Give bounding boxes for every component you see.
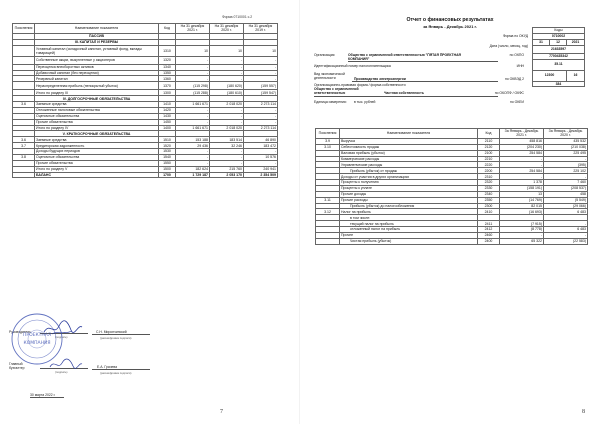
row-value-2021: - xyxy=(176,119,210,125)
row-code: 1430 xyxy=(159,113,176,119)
row-code: 2320 xyxy=(478,180,500,186)
row-name: Доходы будущих периодов xyxy=(35,149,159,155)
head-label: Руководитель xyxy=(9,330,31,334)
row-value-2020: 225 495 xyxy=(544,150,588,156)
row-value-2019: - xyxy=(244,119,278,125)
row-value-2021: 254 584 xyxy=(500,168,544,174)
row-value-2020: (22 583) xyxy=(544,238,588,244)
row-value-2020: (29 066) xyxy=(544,203,588,209)
inn-short-label: ИНН xyxy=(516,64,524,68)
activity-value: Производство электроэнергии xyxy=(354,77,406,81)
row-value-2021: - xyxy=(500,162,544,168)
row-name: Выручка xyxy=(340,138,478,144)
activity-underline xyxy=(352,81,498,82)
accountant-label: Главный бухгалтер xyxy=(9,362,25,370)
row-code: 2210 xyxy=(478,156,500,162)
code-okopf: 12300 xyxy=(533,70,567,81)
row-value-2021: 1 661 671 xyxy=(176,102,210,108)
balance-header-row xyxy=(13,24,278,34)
row-value-2021: - xyxy=(176,149,210,155)
row-code: 1500 xyxy=(159,166,176,172)
code-okpo: 21633597 xyxy=(533,45,585,53)
row-code: 1530 xyxy=(159,149,176,155)
code-date-month: 12 xyxy=(550,39,567,45)
row-note: 3.7 xyxy=(13,143,35,149)
row-name: Налог на прибыль xyxy=(340,209,478,215)
opf-value: Общество с ограниченной ответственностью xyxy=(314,87,359,95)
row-code: 1340 xyxy=(159,64,176,70)
row-value-2021: (115 288) xyxy=(176,90,210,96)
head-name-caption: (расшифровка подписи) xyxy=(100,336,132,340)
row-value-2021: (7 915) xyxy=(500,221,544,227)
row-name: Прочие доходы xyxy=(340,191,478,197)
row-name: текущий налог на прибыль xyxy=(340,221,478,227)
row-value-2020: 435 532 xyxy=(544,138,588,144)
row-value-2021: - xyxy=(176,107,210,113)
row-value-2019: 2 273 114 xyxy=(244,125,278,131)
row-name: БАЛАНС xyxy=(35,172,159,178)
row-value-2021: - xyxy=(500,156,544,162)
row-code: 2300 xyxy=(478,203,500,209)
row-name: Прочие обязательства xyxy=(35,160,159,166)
accountant-name: Е.А. Грачева xyxy=(97,365,117,369)
pnl-table xyxy=(315,128,588,245)
row-code: 1510 xyxy=(159,137,176,143)
row-note: 3.8 xyxy=(13,154,35,160)
row-value-2020: 32 246 xyxy=(210,143,244,149)
table-row xyxy=(13,82,278,90)
row-value-2021: - xyxy=(500,232,544,238)
row-value-2019: (159 547) xyxy=(244,90,278,96)
row-value-2021: - xyxy=(176,64,210,70)
row-value-2019: 240 941 xyxy=(244,166,278,172)
row-value-2020: - xyxy=(210,160,244,166)
code-okei: 384 xyxy=(533,81,585,87)
row-code: 1540 xyxy=(159,154,176,160)
row-value-2020: (208 537) xyxy=(544,185,588,191)
row-code: 2350 xyxy=(478,197,500,203)
okpo-label: по ОКПО xyxy=(509,53,524,57)
row-value-2021: - xyxy=(176,70,210,76)
row-code: 1420 xyxy=(159,107,176,113)
row-code: 1310 xyxy=(159,45,176,56)
okopf-label: по ОКОПФ / ОКФС xyxy=(494,91,524,95)
row-value-2019: 10 576 xyxy=(244,154,278,160)
header-notes: Пояснения xyxy=(13,24,35,34)
row-name: Оценочные обязательства xyxy=(35,154,159,160)
codes-header: Коды xyxy=(533,28,585,34)
row-value-2021: 1 661 671 xyxy=(176,125,210,131)
row-value-2021: 153 188 xyxy=(176,137,210,143)
row-value-2020: (180 610) xyxy=(210,90,244,96)
head-name-line xyxy=(92,334,150,335)
row-value-2019: (159 557) xyxy=(244,82,278,90)
pnl-header-2020: За Январь - Декабрь 2020 г. xyxy=(544,129,588,139)
row-name: Чистая прибыль (убыток) xyxy=(340,238,478,244)
row-value-2020: 215 760 xyxy=(210,166,244,172)
row-code: 1400 xyxy=(159,125,176,131)
row-name: Валовая прибыль (убыток) xyxy=(340,150,478,156)
row-value-2019: 10 xyxy=(244,45,278,56)
row-code: 2100 xyxy=(478,150,500,156)
row-code: 1360 xyxy=(159,76,176,82)
row-code: 1320 xyxy=(159,56,176,64)
code-date-day: 31 xyxy=(533,39,550,45)
row-name: V. КРАТКОСРОЧНЫЕ ОБЯЗАТЕЛЬСТВА xyxy=(35,131,159,137)
row-value-2020: 10 xyxy=(210,45,244,56)
page-number-left: 7 xyxy=(220,409,223,415)
row-value-2020: 183 514 xyxy=(210,137,244,143)
row-value-2020: 458 xyxy=(544,191,588,197)
row-code: 2400 xyxy=(478,238,500,244)
inn-label: Идентификационный номер налогоплательщика xyxy=(314,64,391,68)
row-value-2020: - xyxy=(210,70,244,76)
org-underline xyxy=(348,61,498,62)
org-label: Организация xyxy=(314,53,335,57)
row-value-2021: 10 xyxy=(176,45,210,56)
row-note xyxy=(13,56,35,64)
row-value-2021: (16 693) xyxy=(500,209,544,215)
row-name: Переоценка внеоборотных активов xyxy=(35,64,159,70)
org-name: Общество с ограниченной ответственностью "ПЯТАЯ ПРОЕКТНАЯ КОМПАНИЯ" xyxy=(348,53,461,61)
opf-underline xyxy=(314,96,498,97)
row-value-2021: 1 378 xyxy=(500,180,544,186)
row-name: Заемные средства xyxy=(35,102,159,108)
pnl-header-code: Код xyxy=(478,129,500,139)
sign-date: 30 марта 2022 г. xyxy=(30,393,56,397)
head-signature xyxy=(42,318,84,338)
row-value-2021: (8 778) xyxy=(500,227,544,233)
row-code: 2340 xyxy=(478,191,500,197)
row-value-2020: (210 038) xyxy=(544,144,588,150)
row-value-2019: - xyxy=(244,76,278,82)
row-name: Доходы от участия в других организациях xyxy=(340,174,478,180)
row-value-2020: (395) xyxy=(544,162,588,168)
row-name: Прочие обязательства xyxy=(35,119,159,125)
row-note: 3.12 xyxy=(316,209,340,215)
row-note: 3.9 xyxy=(316,138,340,144)
row-code: 1410 xyxy=(159,102,176,108)
row-name: III. КАПИТАЛ И РЕЗЕРВЫ xyxy=(35,39,159,45)
row-value-2019: - xyxy=(244,107,278,113)
row-name: Прибыль (убыток) от продаж xyxy=(340,168,478,174)
row-note xyxy=(13,172,35,178)
row-code: 2110 xyxy=(478,138,500,144)
row-value-2021: 29 436 xyxy=(176,143,210,149)
unit-label: Единица измерения: xyxy=(314,100,347,104)
row-name: Коммерческие расходы xyxy=(340,156,478,162)
pnl-header-2021: За Январь - Декабрь 2021 г. xyxy=(500,129,544,139)
row-value-2021: 13 xyxy=(500,191,544,197)
row-value-2021: - xyxy=(176,160,210,166)
row-name: Прочее xyxy=(340,232,478,238)
header-indicator: Наименование показателя xyxy=(35,24,159,34)
unit-value: в тыс. рублей xyxy=(354,100,376,104)
row-name: в том числе: xyxy=(340,215,478,221)
row-value-2021: (158 191) xyxy=(500,185,544,191)
date-label: Дата (число, месяц, год) xyxy=(489,44,528,48)
row-value-2020: 7 460 xyxy=(544,180,588,186)
row-name: Себестоимость продаж xyxy=(340,144,478,150)
right-page xyxy=(300,0,600,424)
row-value-2020: - xyxy=(210,76,244,82)
row-value-2019: 2 354 509 xyxy=(244,172,278,178)
row-name: Прочие расходы xyxy=(340,197,478,203)
accountant-name-line xyxy=(92,369,150,370)
row-name: отложенный налог на прибыль xyxy=(340,227,478,233)
row-note: 3.11 xyxy=(316,197,340,203)
row-code: 2411 xyxy=(478,221,500,227)
row-name: Итого по разделу V xyxy=(35,166,159,172)
okei-label: по ОКЕИ xyxy=(510,100,524,104)
row-value-2019: - xyxy=(244,56,278,64)
row-value-2021: (115 298) xyxy=(176,82,210,90)
row-name: Проценты к уплате xyxy=(340,185,478,191)
header-2019: На 31 декабря 2019 г. xyxy=(244,24,278,34)
row-code: 2200 xyxy=(478,168,500,174)
balance-table xyxy=(12,23,278,178)
row-value-2019: - xyxy=(244,70,278,76)
pnl-header-indicator: Наименование показателя xyxy=(340,129,478,139)
row-note: 3.6 xyxy=(13,137,35,143)
row-code: 1350 xyxy=(159,70,176,76)
row-name: Нераспределенная прибыль (непокрытый убыток) xyxy=(35,82,159,90)
row-value-2020: - xyxy=(210,64,244,70)
row-value-2020: - xyxy=(210,119,244,125)
row-value-2021: - xyxy=(176,113,210,119)
row-name: Собственные акции, выкупленные у акционеров xyxy=(35,56,159,64)
row-name: Оценочные обязательства xyxy=(35,113,159,119)
row-code: 2120 xyxy=(478,144,500,150)
svg-text:КОМПАНИЯ: КОМПАНИЯ xyxy=(23,341,51,346)
row-name: Заемные средства xyxy=(35,137,159,143)
row-value-2020: 6 483 xyxy=(544,227,588,233)
row-value-2020: - xyxy=(544,156,588,162)
row-code: 2410 xyxy=(478,209,500,215)
pnl-header-row xyxy=(316,129,588,139)
header-2021: На 31 декабря 2021 г. xyxy=(176,24,210,34)
row-name: Уставный капитал (складочный капитал, уставный фонд, вклады товарищей) xyxy=(35,45,159,56)
svg-text:ПРОЕКТНАЯ: ПРОЕКТНАЯ xyxy=(22,333,52,338)
accountant-signature xyxy=(48,356,84,372)
head-name: С.Н. Мирончинский xyxy=(96,330,127,334)
row-name: Проценты к получению xyxy=(340,180,478,186)
row-value-2020: 2 053 170 xyxy=(210,172,244,178)
row-note xyxy=(316,238,340,244)
row-value-2020: - xyxy=(210,149,244,155)
row-value-2020: - xyxy=(210,107,244,113)
row-value-2021: 458 816 xyxy=(500,138,544,144)
page-number-right: 8 xyxy=(582,409,585,415)
header-code: Код xyxy=(159,24,176,34)
row-code: 2310 xyxy=(478,174,500,180)
pnl-header-notes: Пояснения xyxy=(316,129,340,139)
row-value-2020: - xyxy=(544,221,588,227)
row-note: 3.6 xyxy=(13,102,35,108)
table-row xyxy=(13,45,278,56)
row-code: 2412 xyxy=(478,227,500,233)
form-okud-label: Форма по ОКУД xyxy=(502,34,528,38)
row-value-2019: - xyxy=(244,160,278,166)
row-value-2020: - xyxy=(210,56,244,64)
date-line xyxy=(30,397,64,398)
row-code: 1300 xyxy=(159,90,176,96)
row-value-2021: (14 769) xyxy=(500,197,544,203)
row-value-2020: 6 483 xyxy=(544,209,588,215)
code-okud: 0710002 xyxy=(533,33,585,39)
head-sign-caption: (подпись) xyxy=(55,335,68,339)
row-name: Управленческие расходы xyxy=(340,162,478,168)
row-name: IV. ДОЛГОСРОЧНЫЕ ОБЯЗАТЕЛЬСТВА xyxy=(35,96,159,102)
row-value-2020: 2 018 020 xyxy=(210,102,244,108)
code-date-year: 2021 xyxy=(567,39,585,45)
codes-table xyxy=(532,27,585,87)
okved-label: по ОКВЭД 2 xyxy=(505,77,524,81)
row-value-2019: - xyxy=(244,64,278,70)
row-name: Итого по разделу III xyxy=(35,90,159,96)
row-value-2021: 82 015 xyxy=(500,203,544,209)
row-value-2021: - xyxy=(176,154,210,160)
row-value-2021: 254 584 xyxy=(500,150,544,156)
row-note: 3.10 xyxy=(316,144,340,150)
row-value-2020: (180 620) xyxy=(210,82,244,90)
header-2020: На 31 декабря 2020 г. xyxy=(210,24,244,34)
row-value-2021: 1 729 187 xyxy=(176,172,210,178)
row-name: Добавочный капитал (без переоценки) xyxy=(35,70,159,76)
accountant-name-caption: (расшифровка подписи) xyxy=(100,371,132,375)
row-value-2020: (5 549) xyxy=(544,197,588,203)
opf-label: Организационно-правовая форма / форма собственности xyxy=(314,83,406,87)
row-value-2021: - xyxy=(176,76,210,82)
accountant-sign-caption: (подпись) xyxy=(55,370,68,374)
code-inn: 7700435342 xyxy=(533,53,585,59)
row-value-2020: 225 102 xyxy=(544,168,588,174)
row-value-2019: 183 472 xyxy=(244,143,278,149)
row-value-2021: 65 322 xyxy=(500,238,544,244)
code-okfs: 16 xyxy=(567,70,585,81)
row-name: Прибыль (убыток) до налогообложения xyxy=(340,203,478,209)
row-code: 2460 xyxy=(478,232,500,238)
row-code: 2220 xyxy=(478,162,500,168)
row-value-2019: - xyxy=(244,113,278,119)
row-name: Резервный капитал xyxy=(35,76,159,82)
row-name: Кредиторская задолженность xyxy=(35,143,159,149)
row-code: 1370 xyxy=(159,82,176,90)
form-code: Форма 0710001 с.2 xyxy=(222,15,253,19)
row-value-2019: 46 890 xyxy=(244,137,278,143)
row-note xyxy=(13,82,35,90)
row-value-2020: - xyxy=(210,154,244,160)
row-value-2021: 182 624 xyxy=(176,166,210,172)
row-value-2019: 2 273 114 xyxy=(244,102,278,108)
activity-label: Вид экономической деятельности xyxy=(314,72,345,80)
row-value-2020: - xyxy=(544,232,588,238)
table-row xyxy=(13,172,278,178)
row-value-2019: - xyxy=(244,149,278,155)
table-row xyxy=(13,56,278,64)
row-value-2020: - xyxy=(210,113,244,119)
row-value-2021: - xyxy=(176,56,210,64)
row-code: 1700 xyxy=(159,172,176,178)
row-code: 2330 xyxy=(478,185,500,191)
row-value-2021: - xyxy=(500,174,544,180)
row-code: 1520 xyxy=(159,143,176,149)
report-title: Отчет о финансовых результатах xyxy=(406,17,494,23)
fs-value: Частная собственность xyxy=(384,91,424,95)
row-code: 1450 xyxy=(159,119,176,125)
row-value-2020: - xyxy=(544,174,588,180)
row-name: ПАССИВ xyxy=(35,33,159,39)
table-row xyxy=(316,238,588,244)
row-code: 1550 xyxy=(159,160,176,166)
report-period: за Январь - Декабрь 2021 г. xyxy=(423,24,477,29)
row-value-2020: 2 018 020 xyxy=(210,125,244,131)
row-value-2021: (204 230) xyxy=(500,144,544,150)
code-okved: 35.11 xyxy=(533,59,585,70)
row-name: Итого по разделу IV xyxy=(35,125,159,131)
row-name: Отложенные налоговые обязательства xyxy=(35,107,159,113)
row-note xyxy=(13,45,35,56)
